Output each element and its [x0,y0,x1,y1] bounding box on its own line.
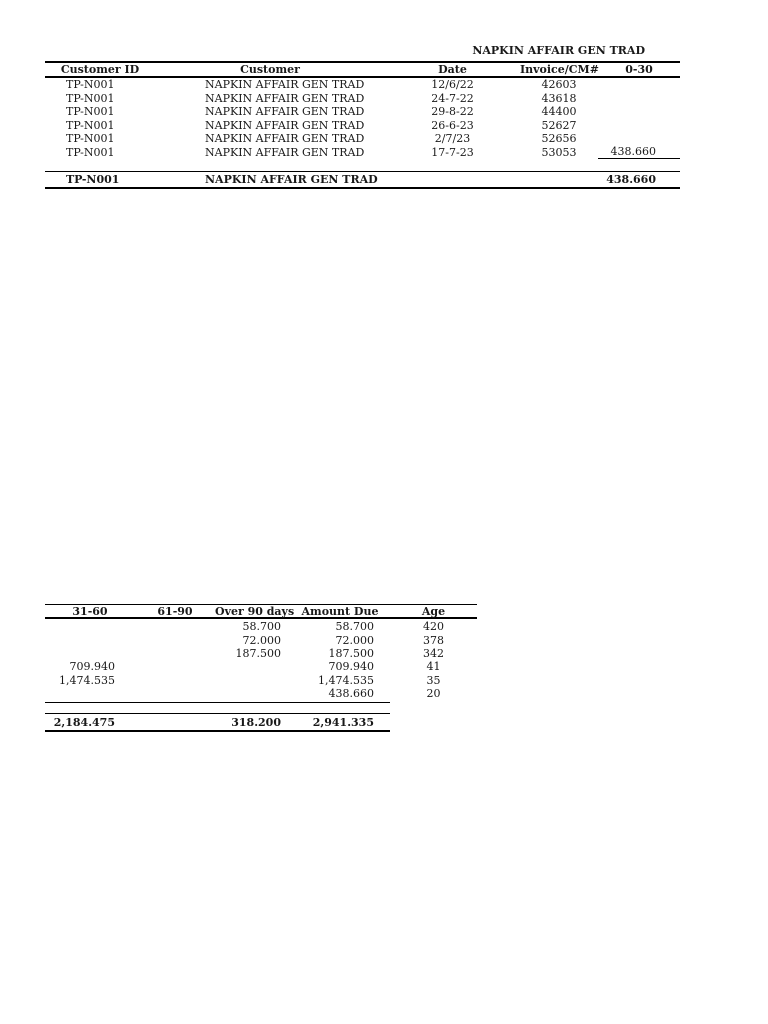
detail-row-cell: TP-N001 [66,132,115,146]
aging-row [45,647,477,660]
detail-column-header-cell: Customer [240,62,300,76]
aging-table-header-row [45,605,477,617]
detail-total-cell: NAPKIN AFFAIR GEN TRAD [205,173,378,186]
detail-column-header-cell: Date [438,62,467,76]
detail-column-header [45,63,680,75]
detail-row-cell: 438.660 [598,145,680,159]
aging-row-cell: 35 [426,673,441,687]
detail-row-cell: TP-N001 [66,78,115,92]
detail-row-cell: 42603 [541,78,577,92]
detail-row-cell: NAPKIN AFFAIR GEN TRAD [205,145,365,159]
aging-column-header-cell: 31-60 [72,604,108,618]
aging-row-cell: 420 [423,620,444,634]
aging-column-header-cell: Over 90 days [215,604,295,618]
detail-column-header-cell: 0-30 [625,62,653,76]
detail-table-body [45,78,680,159]
detail-row-cell: 26-6-23 [431,118,474,132]
detail-row-cell: NAPKIN AFFAIR GEN TRAD [205,132,365,146]
detail-row-cell: TP-N001 [66,91,115,105]
aging-row-cell: 187.500 [328,646,374,660]
aging-row-cell: 709.940 [328,660,374,674]
detail-table-total-top-rule [45,171,680,172]
detail-row-cell: 43618 [541,91,577,105]
detail-row [45,78,680,92]
aging-row-cell: 72.000 [242,633,281,647]
aging-row [45,633,477,646]
detail-row [45,146,680,160]
detail-row-cell: 29-8-22 [431,105,474,119]
aging-row-cell: 378 [423,633,444,647]
detail-column-header-cell: Customer ID [60,62,140,76]
aging-row-cell: 342 [423,646,444,660]
detail-row-cell: 2/7/23 [434,132,471,146]
detail-row [45,92,680,106]
aging-row-cell: 1,474.535 [59,673,115,687]
aging-row [45,660,477,673]
detail-total-cell: TP-N001 [66,173,120,186]
detail-total-cell: 438.660 [606,173,656,186]
detail-row-cell: 17-7-23 [431,145,474,159]
aging-column-header-cell: Age [421,604,446,618]
detail-row [45,132,680,146]
aging-table-end-of-data-rule [45,702,390,703]
detail-row-cell: 52656 [541,132,577,146]
aging-column-header-cell: 61-90 [157,604,193,618]
aging-row [45,620,477,633]
aging-column-header-cell: Amount Due [301,604,379,618]
aging-row-cell: 438.660 [328,687,374,701]
aging-table-bottom-rule [45,730,390,733]
detail-column-header-cell: Invoice/CM# [520,62,599,76]
detail-row-cell: TP-N001 [66,145,115,159]
aging-total [45,716,477,729]
detail-table-header-row [45,63,680,75]
detail-row-cell: NAPKIN AFFAIR GEN TRAD [205,78,365,92]
aging-table-total-row [45,716,477,729]
detail-total [45,173,680,186]
detail-row-cell: TP-N001 [66,105,115,119]
aging-total-cell: 2,941.335 [312,715,374,729]
report-customer-title: NAPKIN AFFAIR GEN TRAD [472,44,645,57]
detail-row-cell: NAPKIN AFFAIR GEN TRAD [205,91,365,105]
detail-row [45,119,680,133]
aging-row-cell: 58.700 [335,620,374,634]
detail-row-cell: 24-7-22 [431,91,474,105]
aging-table-body [45,620,477,700]
detail-row-cell: NAPKIN AFFAIR GEN TRAD [205,105,365,119]
aging-row [45,674,477,687]
aging-row-cell: 58.700 [242,620,281,634]
detail-row-cell: 44400 [541,105,577,119]
aging-total-cell: 2,184.475 [53,715,115,729]
aging-total-cell: 318.200 [231,715,281,729]
aging-row-cell: 187.500 [235,646,281,660]
aging-column-header [45,605,477,617]
aging-row-cell: 72.000 [335,633,374,647]
aging-row-cell: 41 [426,660,441,674]
aging-row-cell: 709.940 [69,660,115,674]
detail-row-cell: TP-N001 [66,118,115,132]
aging-row-cell: 20 [426,687,441,701]
detail-row-cell: 12/6/22 [431,78,474,92]
aging-row [45,687,477,700]
detail-table-bottom-rule [45,187,680,190]
detail-row-cell: 52627 [541,118,577,132]
detail-row [45,105,680,119]
detail-row-cell: NAPKIN AFFAIR GEN TRAD [205,118,365,132]
aging-row-cell: 1,474.535 [318,673,374,687]
aging-table-total-top-rule [45,713,390,714]
detail-table-total-row [45,173,680,186]
detail-row-cell: 53053 [541,145,577,159]
